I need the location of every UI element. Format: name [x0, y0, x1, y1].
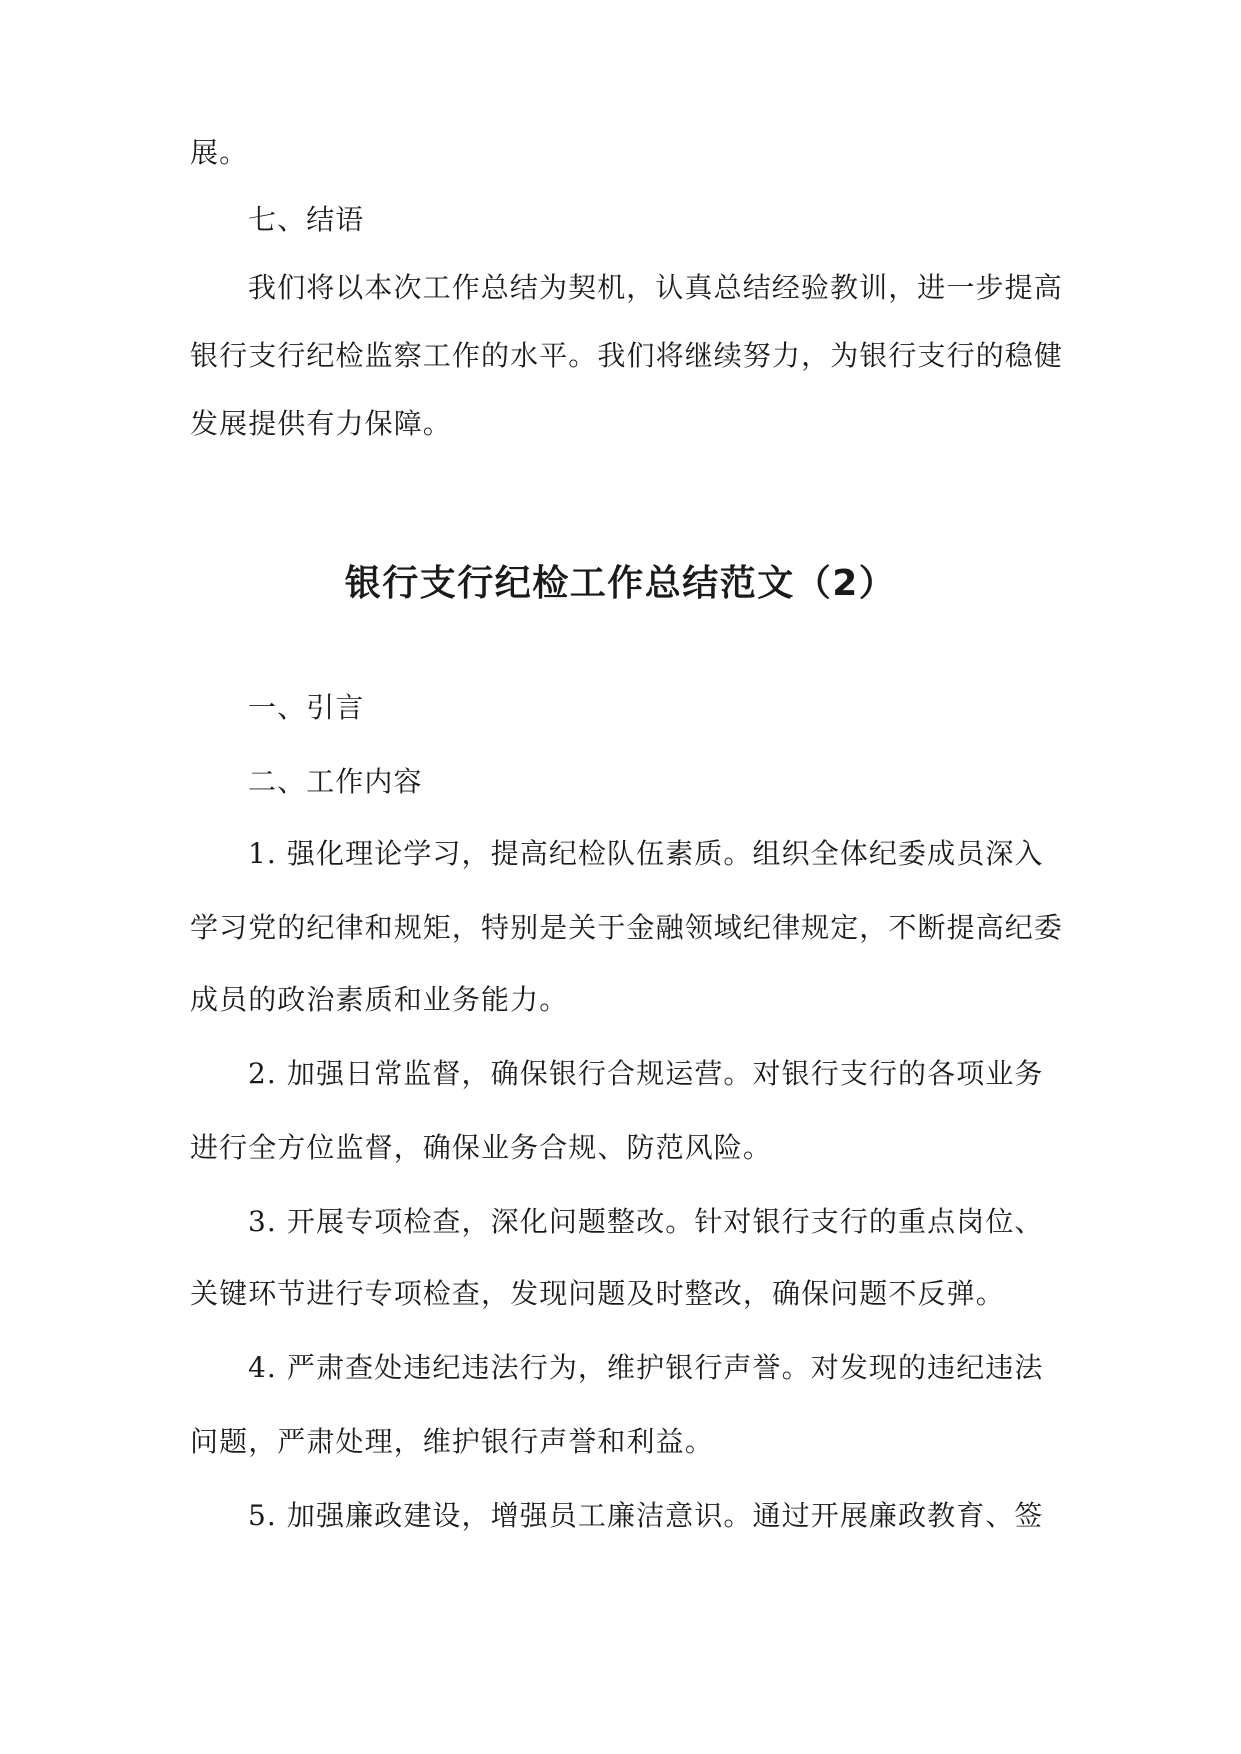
- item-5-line-1: 5. 加强廉政建设，增强员工廉洁意识。通过开展廉政教育、签: [248, 1499, 1044, 1532]
- conclusion-text-line-1: 我们将以本次工作总结为契机，认真总结经验教训，进一步提高: [248, 271, 1063, 304]
- item-2-line-1: 2. 加强日常监督，确保银行合规运营。对银行支行的各项业务: [248, 1057, 1044, 1090]
- section-heading-intro: 一、引言: [248, 691, 365, 724]
- paragraph-continuation: 展。: [190, 136, 249, 169]
- item-3-line-2: 关键环节进行专项检查，发现问题及时整改，确保问题不反弹。: [190, 1277, 1005, 1310]
- document-title: 银行支行纪检工作总结范文（2）: [344, 563, 897, 604]
- section-heading-content: 二、工作内容: [248, 765, 423, 798]
- section-heading-conclusion: 七、结语: [248, 203, 365, 236]
- item-1-line-2: 学习党的纪律和规矩，特别是关于金融领域纪律规定，不断提高纪委: [190, 911, 1064, 944]
- item-1-line-3: 成员的政治素质和业务能力。: [190, 983, 569, 1016]
- item-2-line-2: 进行全方位监督，确保业务合规、防范风险。: [190, 1131, 773, 1164]
- conclusion-text-line-3: 发展提供有力保障。: [190, 407, 452, 440]
- item-4-line-2: 问题，严肃处理，维护银行声誉和利益。: [190, 1425, 714, 1458]
- item-3-line-1: 3. 开展专项检查，深化问题整改。针对银行支行的重点岗位、: [248, 1205, 1044, 1238]
- conclusion-text-line-2: 银行支行纪检监察工作的水平。我们将继续努力，为银行支行的稳健: [190, 339, 1064, 372]
- item-1-line-1: 1. 强化理论学习，提高纪检队伍素质。组织全体纪委成员深入: [248, 837, 1044, 870]
- item-4-line-1: 4. 严肃查处违纪违法行为，维护银行声誉。对发现的违纪违法: [248, 1351, 1044, 1384]
